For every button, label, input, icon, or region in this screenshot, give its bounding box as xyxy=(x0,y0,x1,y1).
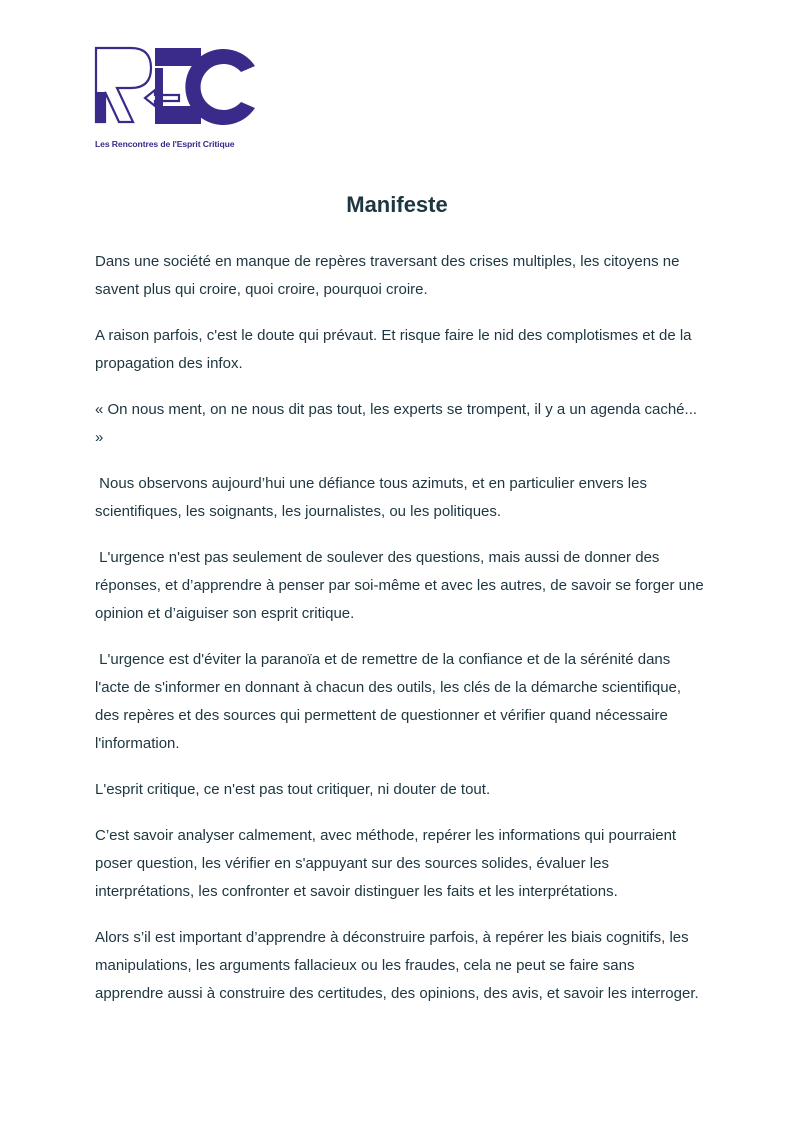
manifesto-body xyxy=(95,248,707,1026)
paragraph: Dans une société en manque de repères traversant des crises multiples, les citoyens ne savent plus qui croire, quoi croire, pourquoi croire. xyxy=(95,253,684,298)
paragraph: L'urgence n'est pas seulement de soulever des questions, mais aussi de donner des réponses, et d’apprendre à penser par soi-même et avec les autres, de savoir se forger une opinion et d’aiguiser son esprit critique. xyxy=(95,549,708,622)
paragraph: « On nous ment, on ne nous dit pas tout, les experts se trompent, il y a un agenda caché... » xyxy=(95,401,702,446)
paragraph: Nous observons aujourd’hui une défiance tous azimuts, et en particulier envers les scientifiques, les soignants, les journalistes, ou les politiques. xyxy=(95,475,652,520)
logo-tagline: Les Rencontres de l'Esprit Critique xyxy=(95,139,235,149)
paragraph: C’est savoir analyser calmement, avec méthode, repérer les informations qui pourraient poser question, les vérifier en s'appuyant sur des sources solides, évaluer les interprétations, les confronter et savoir distinguer les faits et les interprétations. xyxy=(95,827,681,900)
rec-logo-mark xyxy=(93,44,263,134)
paragraph: L'urgence est d'éviter la paranoïa et de remettre de la confiance et de la sérénité dans l'acte de s'informer en donnant à chacun des outils, les clés de la démarche scientifique, des repères et des sources qui permettent de questionner et vérifier quand nécessaire l'information. xyxy=(95,651,686,752)
paragraph: L'esprit critique, ce n'est pas tout critiquer, ni douter de tout. xyxy=(95,781,491,798)
page-title: Manifeste xyxy=(346,192,448,217)
paragraph: A raison parfois, c'est le doute qui prévaut. Et risque faire le nid des complotismes et de la propagation des infox. xyxy=(95,327,696,372)
rec-logo xyxy=(93,44,263,154)
paragraph: Alors s’il est important d’apprendre à déconstruire parfois, à repérer les biais cognitifs, les manipulations, les arguments fallacieux ou les fraudes, cela ne peut se faire sans apprendre aussi à construire des certitudes, des opinions, des avis, et savoir les interroger. xyxy=(95,929,699,1002)
